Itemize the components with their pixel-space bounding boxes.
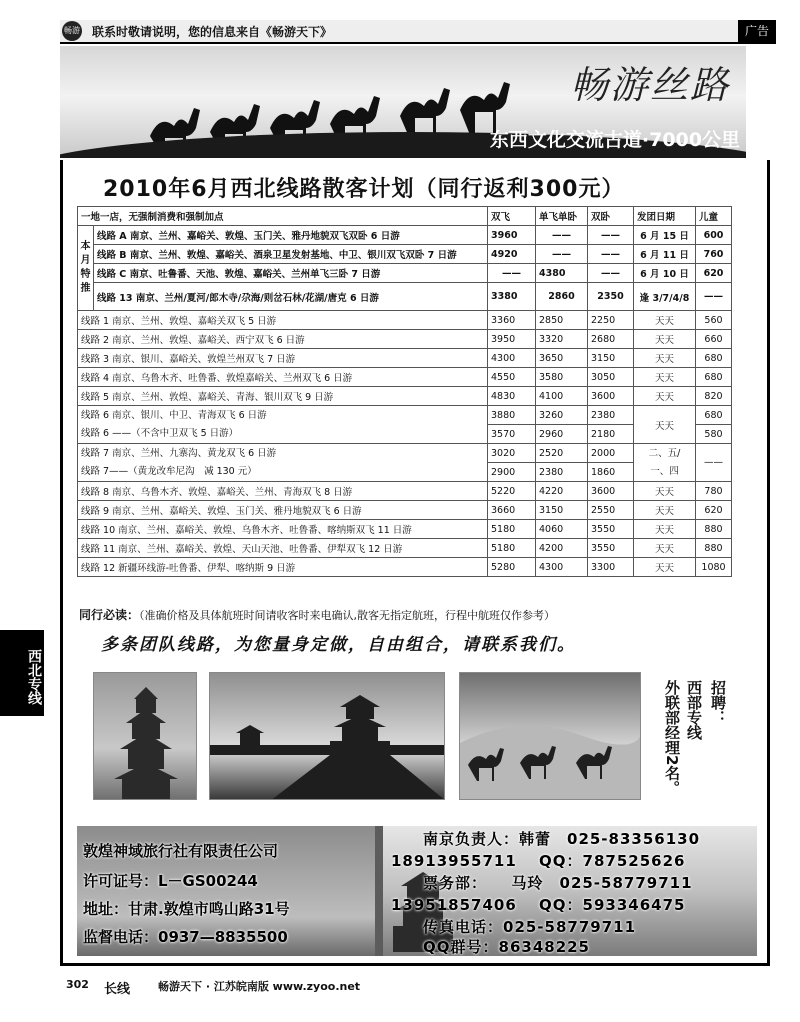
section-side-tab: 西北专线 <box>0 630 44 716</box>
price-flight-sleeper: 3580 <box>536 368 588 387</box>
table-row <box>78 482 732 501</box>
route-name: 线路 8 南京、乌鲁木齐、敦煌、嘉峪关、兰州、青海双飞 8 日游 <box>78 482 488 501</box>
price-sleeper: 2550 <box>588 501 634 520</box>
license-number: 许可证号：L－GS00244 <box>83 872 258 890</box>
banner-subtitle: 东西文化交流古道·7000公里 <box>489 129 740 151</box>
depart-date: 逢 3/7/4/8 <box>634 283 696 311</box>
depart-date-line: 二、五/ <box>648 447 681 459</box>
recruitment-notice <box>651 680 733 796</box>
route-name: 线路 2 南京、兰州、敦煌、嘉峪关、西宁双飞 6 日游 <box>78 330 488 349</box>
price-sleeper: 2350 <box>588 283 634 311</box>
route-name: 线路 4 南京、乌鲁木齐、吐鲁番、敦煌嘉峪关、兰州双飞 6 日游 <box>78 368 488 387</box>
fax-number: 传真电话：025-58779711 <box>423 918 637 936</box>
price-flight: 3950 <box>488 330 536 349</box>
table-row <box>78 558 732 577</box>
price-flight-sleeper: 2860 <box>536 283 588 311</box>
depart-date: 天天 <box>634 330 696 349</box>
desert-camels-photo <box>459 672 641 800</box>
price-flight-sleeper: 3260 <box>536 406 588 425</box>
price-flight: —— <box>488 264 536 283</box>
depart-date: 天天 <box>634 482 696 501</box>
table-row <box>78 501 732 520</box>
pagoda-illustration <box>94 673 197 800</box>
child-price: 820 <box>696 387 732 406</box>
qq-group: QQ群号：86348225 <box>423 938 590 956</box>
company-address: 地址：甘肃.敦煌市鸣山路31号 <box>83 900 290 918</box>
recruit-position: 外联部经理2名。 <box>663 680 681 796</box>
child-price: —— <box>696 283 732 311</box>
route-name: 线路 1 南京、兰州、敦煌、嘉峪关双飞 5 日游 <box>78 311 488 330</box>
price-flight: 3380 <box>488 283 536 311</box>
price-flight-sleeper: 2850 <box>536 311 588 330</box>
route-name-variant: 线路 7——（黄龙改牟尼沟 减 130 元） <box>81 465 257 477</box>
headline: 2010年6月西北线路散客计划（同行返利300元） <box>103 177 625 202</box>
price-sleeper: 2680 <box>588 330 634 349</box>
child-price: —— <box>696 444 732 482</box>
route-name: 线路 12 新疆环线游-吐鲁番、伊犁、喀纳斯 9 日游 <box>78 558 488 577</box>
price-flight-sleeper: —— <box>536 245 588 264</box>
price-flight-sleeper: 2520 <box>536 444 588 463</box>
route-name: 线路 B 南京、兰州、敦煌、嘉峪关、酒泉卫星发射基地、中卫、银川双飞双卧 7 日游 <box>94 245 488 264</box>
route-name: 线路 7 南京、兰州、九寨沟、黄龙双飞 6 日游 <box>81 447 277 459</box>
price-sleeper: 2180 <box>588 425 634 444</box>
banner <box>60 46 746 158</box>
main-panel <box>60 160 770 966</box>
recruit-department: 西部专线 <box>685 680 703 740</box>
route-name: 线路 3 南京、银川、嘉峪关、敦煌兰州双飞 7 日游 <box>78 349 488 368</box>
table-row <box>78 444 732 463</box>
notice <box>79 606 555 623</box>
price-flight-sleeper: —— <box>536 226 588 245</box>
price-flight-sleeper: 3650 <box>536 349 588 368</box>
route-name: 线路 5 南京、兰州、敦煌、嘉峪关、青海、银川双飞 9 日游 <box>78 387 488 406</box>
page-footer <box>60 978 770 998</box>
price-flight: 2900 <box>488 463 536 482</box>
price-sleeper: 2250 <box>588 311 634 330</box>
child-price: 780 <box>696 482 732 501</box>
price-sleeper: 1860 <box>588 463 634 482</box>
company-name: 敦煌神域旅行社有限责任公司 <box>83 842 279 860</box>
recruit-heading: 招聘： <box>709 680 727 725</box>
table-row <box>78 264 732 283</box>
table-row <box>78 311 732 330</box>
depart-date: 6 月 15 日 <box>634 226 696 245</box>
depart-date: 天天 <box>634 501 696 520</box>
route-name: 线路 11 南京、兰州、嘉峪关、敦煌、天山天池、吐鲁番、伊犁双飞 12 日游 <box>78 539 488 558</box>
price-sleeper: 3600 <box>588 482 634 501</box>
notice-text: （准确价格及具体航班时间请收客时来电确认,散客无指定航班，行程中航班仅作参考） <box>139 609 556 622</box>
table-row <box>78 349 732 368</box>
jiayuguan-fort-photo <box>209 672 445 800</box>
price-flight-sleeper: 4300 <box>536 558 588 577</box>
top-bar <box>60 20 776 44</box>
slogan: 多条团队线路，为您量身定做，自由组合，请联系我们。 <box>101 635 576 655</box>
price-flight-sleeper: 4060 <box>536 520 588 539</box>
section-name: 长线 <box>104 982 131 997</box>
child-price: 660 <box>696 330 732 349</box>
route-name: 线路 6 南京、银川、中卫、青海双飞 6 日游 <box>81 409 267 421</box>
price-flight-sleeper: 2960 <box>536 425 588 444</box>
table-row <box>78 368 732 387</box>
manager-mobile-qq: 18913955711 QQ：787525626 <box>391 852 686 870</box>
depart-date-line: 一、四 <box>650 465 679 477</box>
table-row <box>78 520 732 539</box>
price-sleeper: 3600 <box>588 387 634 406</box>
price-flight: 5180 <box>488 539 536 558</box>
price-flight-sleeper: 3150 <box>536 501 588 520</box>
table-row <box>78 539 732 558</box>
depart-date: 天天 <box>634 387 696 406</box>
route-name: 线路 10 南京、兰州、嘉峪关、敦煌、乌鲁木齐、吐鲁番、喀纳斯双飞 11 日游 <box>78 520 488 539</box>
price-flight: 3570 <box>488 425 536 444</box>
price-sleeper: —— <box>588 245 634 264</box>
col-header-sleeper: 双卧 <box>588 207 634 226</box>
price-flight: 3880 <box>488 406 536 425</box>
price-flight-sleeper: 2380 <box>536 463 588 482</box>
child-price: 620 <box>696 264 732 283</box>
col-header-flight-sleeper: 单飞单卧 <box>536 207 588 226</box>
col-header-date: 发团日期 <box>634 207 696 226</box>
child-price: 680 <box>696 406 732 425</box>
depart-date: 天天 <box>634 311 696 330</box>
price-flight: 5280 <box>488 558 536 577</box>
price-flight: 3960 <box>488 226 536 245</box>
depart-date: 6 月 10 日 <box>634 264 696 283</box>
price-flight-sleeper: 3320 <box>536 330 588 349</box>
notice-label: 同行必读： <box>79 608 140 622</box>
price-flight-sleeper: 4380 <box>536 264 588 283</box>
depart-date: 天天 <box>634 349 696 368</box>
ticket-dept: 票务部： 马玲 025-58779711 <box>423 874 693 892</box>
table-row <box>78 387 732 406</box>
price-sleeper: 3300 <box>588 558 634 577</box>
route-name-variant: 线路 6 ——（不含中卫双飞 5 日游） <box>81 427 239 439</box>
table-row <box>78 226 732 245</box>
route-name: 线路 A 南京、兰州、嘉峪关、敦煌、玉门关、雅丹地貌双飞双卧 6 日游 <box>94 226 488 245</box>
col-header-child: 儿童 <box>696 207 732 226</box>
route-name: 线路 C 南京、吐鲁番、天池、敦煌、嘉峪关、兰州单飞三卧 7 日游 <box>94 264 488 283</box>
route-6-cell <box>78 406 488 444</box>
fort-illustration <box>210 673 445 800</box>
magazine-logo: 畅游 <box>62 21 82 41</box>
nanjing-contact-panel <box>383 826 757 956</box>
nanjing-manager: 南京负责人：韩蕾 025-83356130 <box>423 830 701 848</box>
table-row <box>78 330 732 349</box>
contact-section <box>77 826 757 956</box>
price-sleeper: 3550 <box>588 520 634 539</box>
camels-illustration <box>460 673 641 800</box>
price-sleeper: —— <box>588 226 634 245</box>
ticket-mobile-qq: 13951857406 QQ：593346475 <box>391 896 686 914</box>
schedule-table <box>77 206 732 577</box>
table-row <box>78 283 732 311</box>
route-name: 线路 9 南京、兰州、嘉峪关、敦煌、玉门关、雅丹地貌双飞 6 日游 <box>78 501 488 520</box>
depart-date: 天天 <box>634 558 696 577</box>
col-header-flight: 双飞 <box>488 207 536 226</box>
company-panel <box>77 826 375 956</box>
price-sleeper: 3050 <box>588 368 634 387</box>
child-price: 1080 <box>696 558 732 577</box>
child-price: 600 <box>696 226 732 245</box>
price-flight: 4550 <box>488 368 536 387</box>
price-flight: 5180 <box>488 520 536 539</box>
header-note: 一地一店，无强制消费和强制加点 <box>78 207 488 226</box>
supervision-phone: 监督电话：0937—8835500 <box>83 928 288 946</box>
price-flight: 3360 <box>488 311 536 330</box>
publication-info: 畅游天下 · 江苏皖南版 www.zyoo.net <box>158 980 361 993</box>
depart-date: 6 月 11 日 <box>634 245 696 264</box>
price-flight: 5220 <box>488 482 536 501</box>
price-flight: 4300 <box>488 349 536 368</box>
price-flight: 4830 <box>488 387 536 406</box>
price-sleeper: 3150 <box>588 349 634 368</box>
child-price: 680 <box>696 349 732 368</box>
depart-date: 天天 <box>634 406 696 444</box>
route-name: 线路 13 南京、兰州/夏河/郎木寺/尕海/则岔石林/花湖/唐克 6 日游 <box>94 283 488 311</box>
source-note: 联系时敬请说明，您的信息来自《畅游天下》 <box>92 25 333 39</box>
child-price: 580 <box>696 425 732 444</box>
price-flight-sleeper: 4100 <box>536 387 588 406</box>
child-price: 620 <box>696 501 732 520</box>
price-flight-sleeper: 4200 <box>536 539 588 558</box>
depart-date: 天天 <box>634 368 696 387</box>
depart-date <box>634 444 696 482</box>
price-sleeper: 2000 <box>588 444 634 463</box>
depart-date: 天天 <box>634 539 696 558</box>
price-flight: 4920 <box>488 245 536 264</box>
price-sleeper: —— <box>588 264 634 283</box>
price-flight: 3660 <box>488 501 536 520</box>
child-price: 680 <box>696 368 732 387</box>
depart-date: 天天 <box>634 520 696 539</box>
price-flight: 3020 <box>488 444 536 463</box>
recommend-label: 本月特推 <box>78 226 94 311</box>
child-price: 560 <box>696 311 732 330</box>
price-flight-sleeper: 4220 <box>536 482 588 501</box>
table-row <box>78 245 732 264</box>
ad-label: 广告 <box>738 20 776 42</box>
banner-title: 畅游丝路 <box>569 63 730 107</box>
child-price: 880 <box>696 539 732 558</box>
child-price: 760 <box>696 245 732 264</box>
price-sleeper: 2380 <box>588 406 634 425</box>
table-header-row <box>78 207 732 226</box>
route-7-cell <box>78 444 488 482</box>
table-row <box>78 406 732 425</box>
price-sleeper: 3550 <box>588 539 634 558</box>
page-number: 302 <box>66 978 89 991</box>
grotto-pagoda-photo <box>93 672 197 800</box>
child-price: 880 <box>696 520 732 539</box>
